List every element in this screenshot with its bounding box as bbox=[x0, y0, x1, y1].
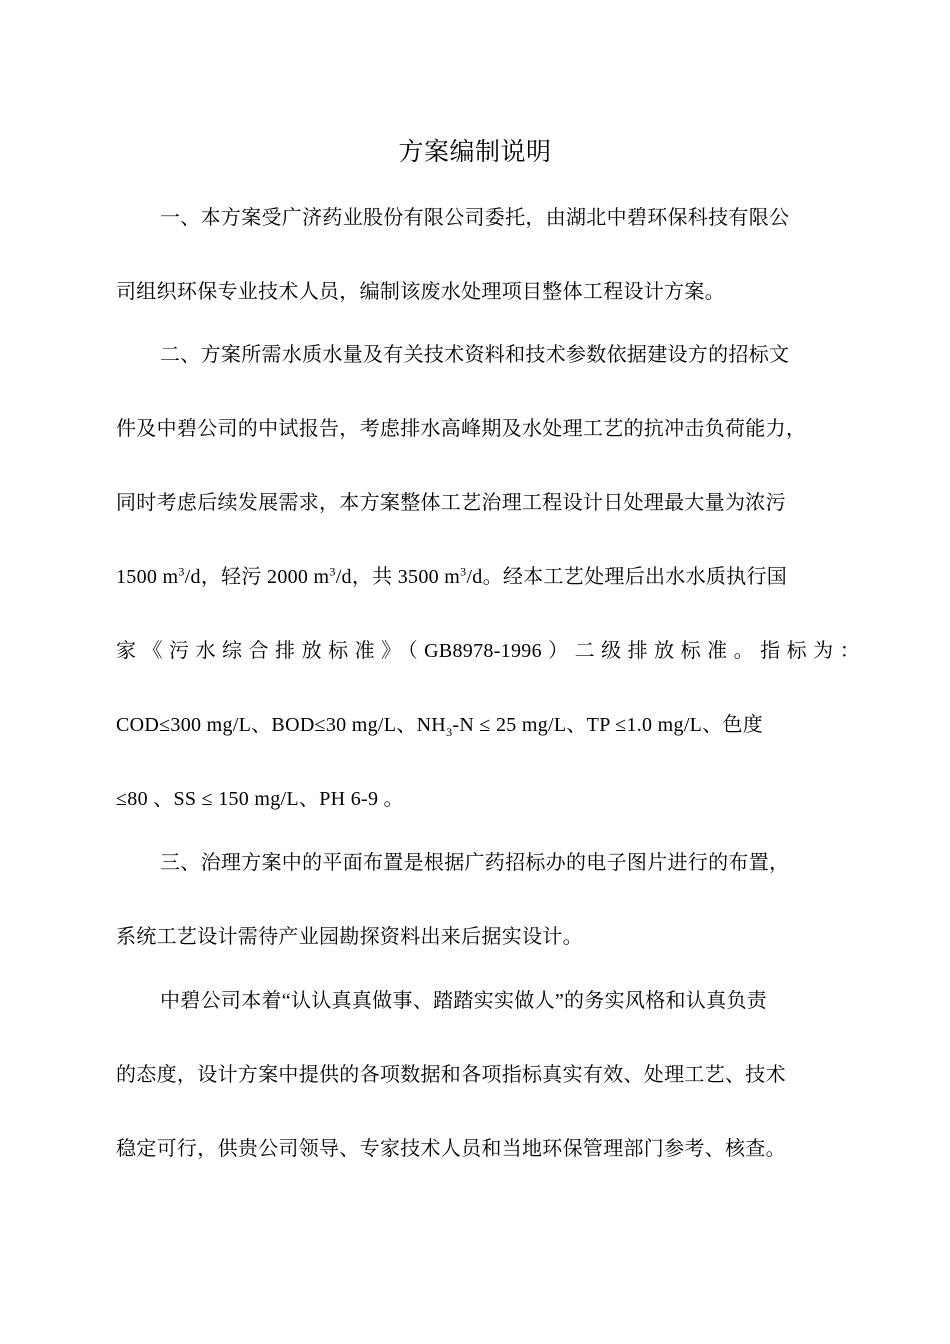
paragraph-4-line-1: 中碧公司本着“认认真真做事、踏踏实实做人”的务实风格和认真负责 bbox=[160, 990, 768, 1012]
paragraph-4-line-3: 稳定可行，供贵公司领导、专家技术人员和当地环保管理部门参考、核查。 bbox=[116, 1138, 786, 1160]
superscript-3: 3 bbox=[329, 564, 336, 579]
indicator-nh3-tp: -N ≤ 25 mg/L、TP ≤1.0 mg/L、色度 bbox=[452, 714, 764, 736]
paragraph-2-line-1: 二、方案所需水质水量及有关技术资料和技术参数依据建设方的招标文 bbox=[160, 344, 790, 366]
paragraph-2-line-5: 家《污水综合排放标准》（GB8978-1996）二级排放标准。指标为： bbox=[116, 640, 860, 662]
paragraph-1-line-1: 一、本方案受广济药业股份有限公司委托，由湖北中碧环保科技有限公 bbox=[160, 207, 790, 229]
paragraph-2-line-6 bbox=[116, 710, 860, 740]
flow-rate-total: /d，共 3500 m bbox=[335, 566, 461, 588]
paragraph-2-line-2: 件及中碧公司的中试报告，考虑排水高峰期及水处理工艺的抗冲击负荷能力， bbox=[116, 418, 807, 440]
paragraph-3-line-2: 系统工艺设计需待产业园勘探资料出来后据实设计。 bbox=[116, 926, 583, 948]
paragraph-1-line-2: 司组织环保专业技术人员，编制该废水处理项目整体工程设计方案。 bbox=[116, 281, 725, 303]
paragraph-2-line-7: ≤80 、SS ≤ 150 mg/L、PH 6-9 。 bbox=[116, 788, 404, 810]
flow-rate-light: /d，轻污 2000 m bbox=[184, 566, 330, 588]
subscript-3: 3 bbox=[446, 725, 453, 739]
paragraph-2-line-4 bbox=[116, 562, 860, 592]
paragraph-2-line-3: 同时考虑后续发展需求，本方案整体工艺治理工程设计日处理最大量为浓污 bbox=[116, 492, 786, 514]
flow-rate-heavy: 1500 m bbox=[116, 566, 179, 588]
superscript-3: 3 bbox=[178, 564, 185, 579]
flow-rate-tail: /d。经本工艺处理后出水水质执行国 bbox=[466, 566, 788, 588]
document-title: 方案编制说明 bbox=[398, 137, 552, 166]
indicator-cod-bod: COD≤300 mg/L、BOD≤30 mg/L、NH bbox=[116, 714, 447, 736]
paragraph-4-line-2: 的态度，设计方案中提供的各项数据和各项指标真实有效、处理工艺、技术 bbox=[116, 1064, 786, 1086]
paragraph-3-line-1: 三、治理方案中的平面布置是根据广药招标办的电子图片进行的布置， bbox=[160, 852, 790, 874]
superscript-3: 3 bbox=[460, 564, 467, 579]
